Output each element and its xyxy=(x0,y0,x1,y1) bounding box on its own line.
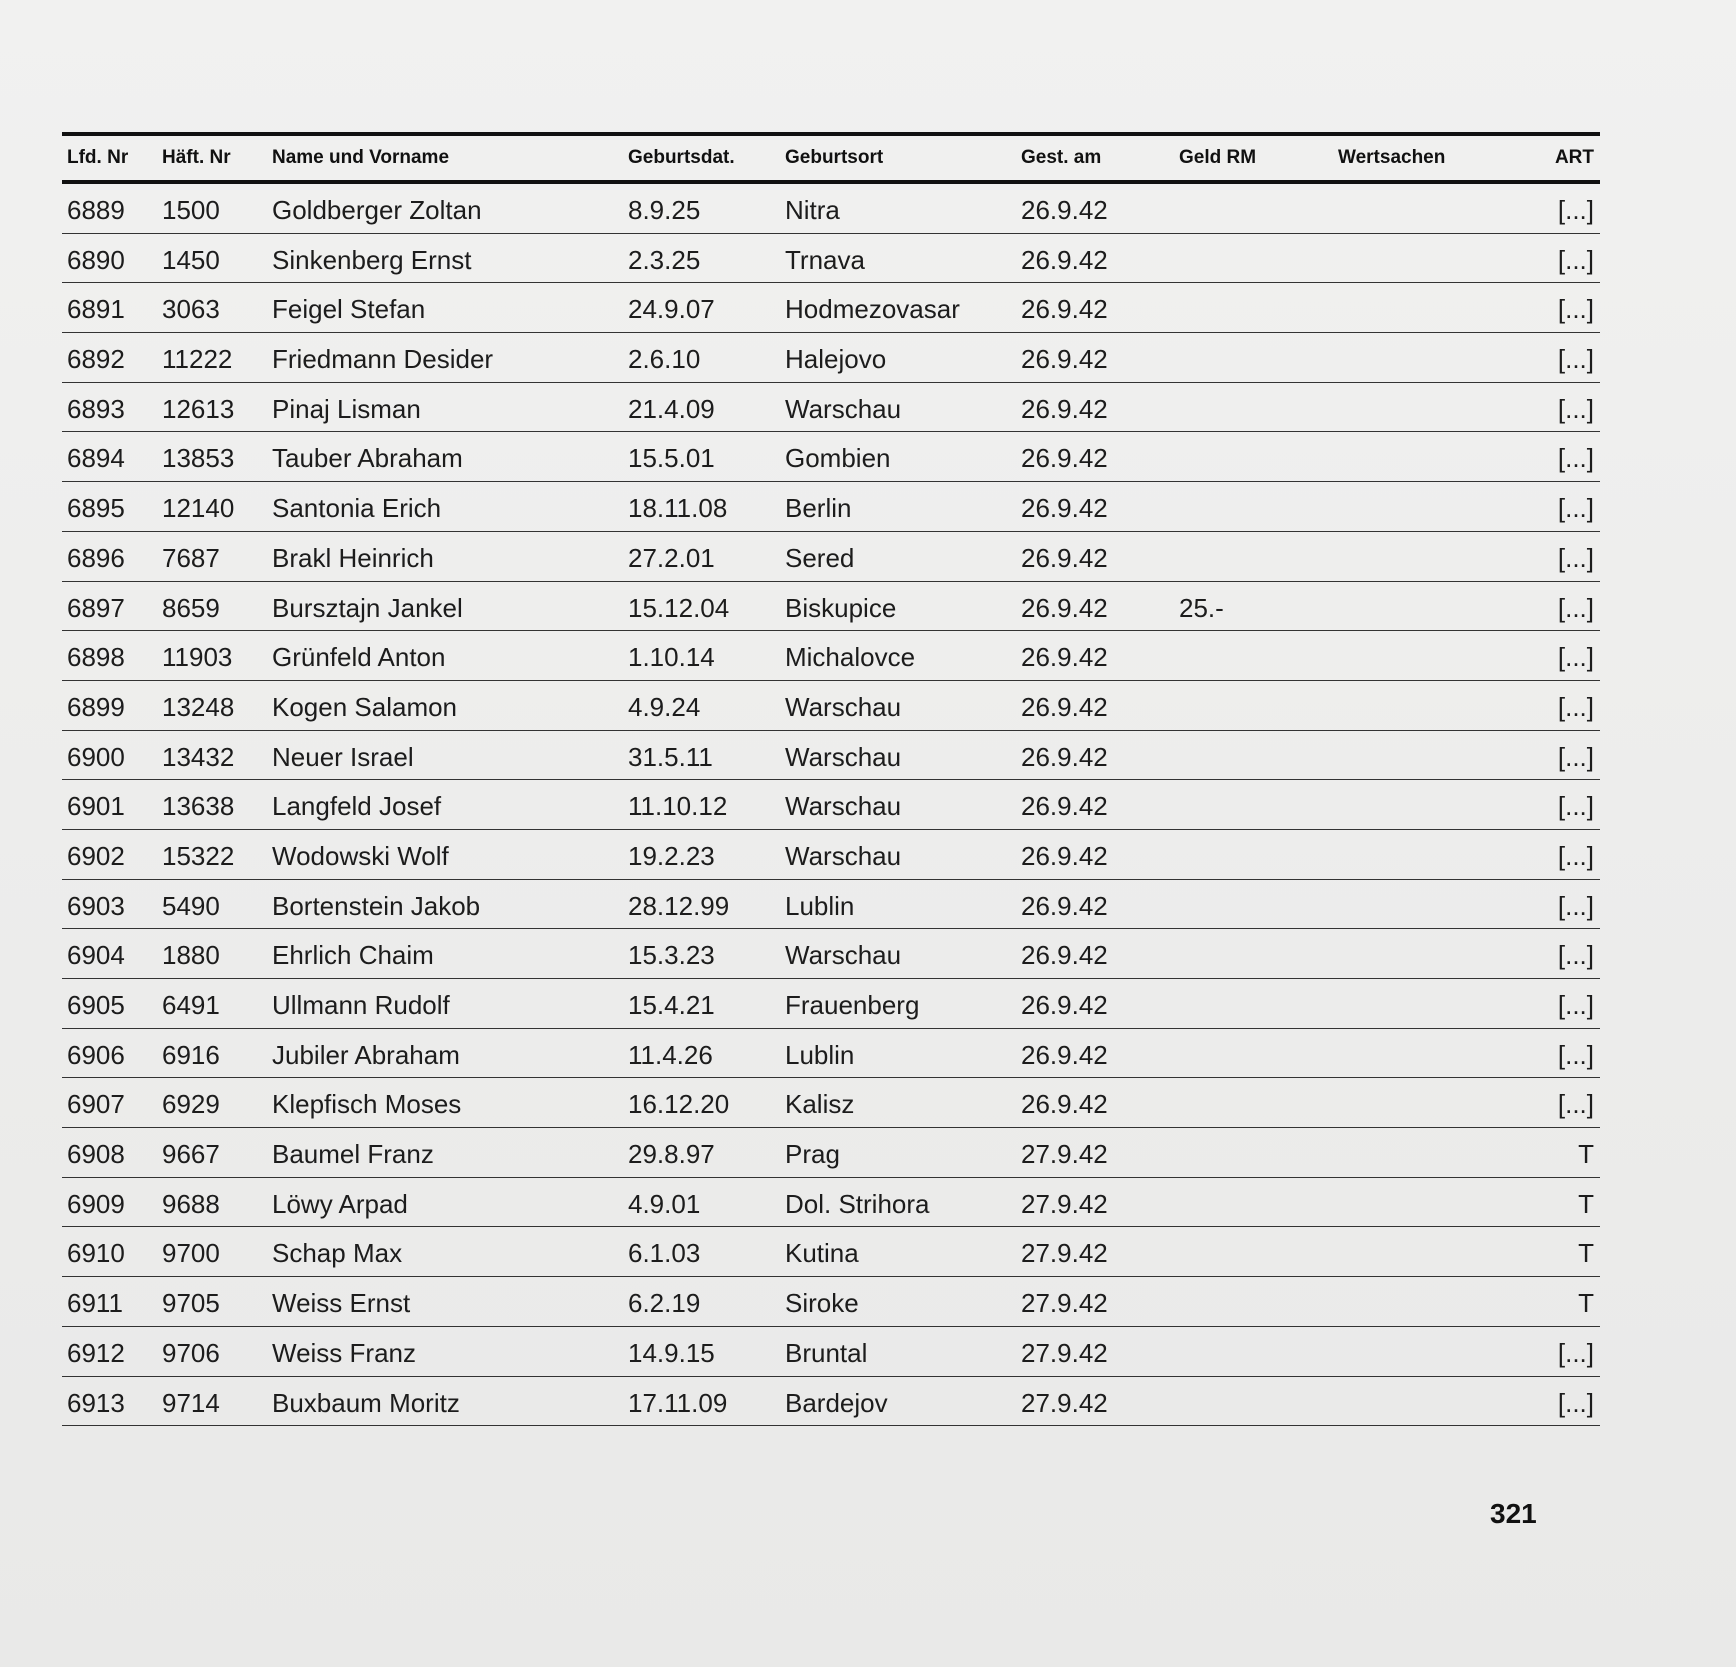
cell-geburtsdatum: 27.2.01 xyxy=(628,542,715,573)
table-row xyxy=(62,880,1600,930)
cell-gestorben-am: 26.9.42 xyxy=(1021,1089,1108,1120)
cell-art: [...] xyxy=(1557,1089,1594,1120)
cell-art: [...] xyxy=(1557,443,1594,474)
cell-geburtsort: Dol. Strihora xyxy=(785,1188,930,1219)
table-row xyxy=(62,1227,1600,1277)
cell-name: Buxbaum Moritz xyxy=(272,1387,460,1418)
cell-haeft-nr: 6929 xyxy=(162,1089,220,1120)
cell-lfd-nr: 6894 xyxy=(67,443,125,474)
table-row xyxy=(62,1029,1600,1079)
cell-haeft-nr: 1450 xyxy=(162,244,220,275)
table-row xyxy=(62,184,1600,234)
cell-art: [...] xyxy=(1557,294,1594,325)
cell-geburtsdatum: 11.10.12 xyxy=(628,791,728,822)
cell-art: [...] xyxy=(1557,244,1594,275)
cell-geburtsort: Kalisz xyxy=(785,1089,855,1120)
cell-gestorben-am: 26.9.42 xyxy=(1021,443,1108,474)
cell-geburtsdatum: 29.8.97 xyxy=(628,1139,715,1170)
cell-geburtsort: Warschau xyxy=(785,840,902,871)
cell-lfd-nr: 6909 xyxy=(67,1188,125,1219)
cell-art: [...] xyxy=(1557,990,1594,1020)
cell-haeft-nr: 9700 xyxy=(162,1238,220,1269)
table-header-row xyxy=(62,136,1600,184)
cell-lfd-nr: 6903 xyxy=(67,890,125,921)
cell-geburtsort: Warschau xyxy=(785,393,902,424)
cell-art: [...] xyxy=(1557,393,1594,424)
cell-geburtsort: Biskupice xyxy=(785,592,897,623)
table-row xyxy=(62,582,1600,632)
cell-art: [...] xyxy=(1557,642,1594,673)
cell-name: Löwy Arpad xyxy=(272,1188,408,1219)
cell-geburtsdatum: 15.4.21 xyxy=(628,990,715,1020)
cell-geburtsdatum: 11.4.26 xyxy=(628,1039,713,1070)
cell-geburtsort: Siroke xyxy=(785,1288,859,1319)
cell-gestorben-am: 26.9.42 xyxy=(1021,493,1108,524)
cell-geburtsort: Michalovce xyxy=(785,642,916,673)
cell-name: Baumel Franz xyxy=(272,1139,434,1170)
header-art: ART xyxy=(1554,147,1594,168)
table-row xyxy=(62,731,1600,781)
cell-geburtsort: Gombien xyxy=(785,443,891,474)
cell-name: Grünfeld Anton xyxy=(272,642,446,673)
cell-geburtsort: Kutina xyxy=(785,1238,859,1269)
table-row xyxy=(62,979,1600,1029)
cell-geburtsdatum: 18.11.08 xyxy=(628,493,728,524)
cell-name: Wodowski Wolf xyxy=(272,840,449,871)
cell-geburtsort: Lublin xyxy=(785,890,855,921)
table-row xyxy=(62,929,1600,979)
cell-gestorben-am: 27.9.42 xyxy=(1021,1188,1108,1219)
cell-name: Neuer Israel xyxy=(272,741,414,772)
cell-art: T xyxy=(1578,1238,1594,1269)
cell-lfd-nr: 6897 xyxy=(67,592,125,623)
cell-geburtsort: Bruntal xyxy=(785,1337,868,1368)
cell-haeft-nr: 9714 xyxy=(162,1387,220,1418)
cell-gestorben-am: 26.9.42 xyxy=(1021,244,1108,275)
cell-gestorben-am: 26.9.42 xyxy=(1021,791,1108,822)
cell-geburtsort: Warschau xyxy=(785,691,902,722)
cell-art: [...] xyxy=(1557,493,1594,524)
cell-name: Pinaj Lisman xyxy=(272,393,421,424)
cell-gestorben-am: 26.9.42 xyxy=(1021,1039,1108,1070)
cell-geburtsdatum: 2.6.10 xyxy=(628,344,701,375)
table-row xyxy=(62,830,1600,880)
cell-gestorben-am: 26.9.42 xyxy=(1021,990,1108,1020)
header-wertsachen: Wertsachen xyxy=(1338,147,1446,168)
cell-lfd-nr: 6902 xyxy=(67,840,125,871)
table-body xyxy=(62,184,1600,1426)
cell-name: Klepfisch Moses xyxy=(272,1089,462,1120)
cell-lfd-nr: 6891 xyxy=(67,294,125,325)
cell-geburtsort: Warschau xyxy=(785,741,902,772)
cell-gestorben-am: 26.9.42 xyxy=(1021,642,1108,673)
cell-haeft-nr: 7687 xyxy=(162,542,220,573)
cell-lfd-nr: 6904 xyxy=(67,940,125,971)
cell-gestorben-am: 27.9.42 xyxy=(1021,1387,1108,1418)
cell-name: Friedmann Desider xyxy=(272,344,494,375)
cell-gestorben-am: 26.9.42 xyxy=(1021,741,1108,772)
cell-lfd-nr: 6896 xyxy=(67,542,125,573)
cell-lfd-nr: 6907 xyxy=(67,1089,125,1120)
cell-gestorben-am: 26.9.42 xyxy=(1021,195,1108,225)
cell-art: [...] xyxy=(1557,592,1594,623)
cell-art: [...] xyxy=(1557,1387,1594,1418)
cell-lfd-nr: 6889 xyxy=(67,195,125,225)
page-number: 321 xyxy=(1490,1498,1537,1529)
table-row xyxy=(62,432,1600,482)
table-row xyxy=(62,1377,1600,1427)
cell-geburtsort: Warschau xyxy=(785,791,902,822)
cell-art: [...] xyxy=(1557,542,1594,573)
table-row xyxy=(62,283,1600,333)
cell-haeft-nr: 5490 xyxy=(162,890,220,921)
table-row xyxy=(62,1078,1600,1128)
cell-art: T xyxy=(1578,1139,1594,1170)
cell-geburtsdatum: 31.5.11 xyxy=(628,741,713,772)
cell-name: Bursztajn Jankel xyxy=(272,592,463,623)
cell-lfd-nr: 6900 xyxy=(67,741,125,772)
cell-haeft-nr: 1880 xyxy=(162,940,220,971)
cell-haeft-nr: 12613 xyxy=(162,393,235,424)
cell-lfd-nr: 6910 xyxy=(67,1238,125,1269)
cell-geburtsort: Sered xyxy=(785,542,855,573)
cell-gestorben-am: 26.9.42 xyxy=(1021,393,1108,424)
header-geld-rm: Geld RM xyxy=(1179,147,1257,168)
cell-art: [...] xyxy=(1557,344,1594,375)
cell-name: Ullmann Rudolf xyxy=(272,990,450,1020)
cell-gestorben-am: 26.9.42 xyxy=(1021,592,1108,623)
cell-geburtsort: Berlin xyxy=(785,493,852,524)
cell-haeft-nr: 6491 xyxy=(162,990,220,1020)
cell-geburtsdatum: 6.1.03 xyxy=(628,1238,701,1269)
cell-art: [...] xyxy=(1557,890,1594,921)
cell-haeft-nr: 15322 xyxy=(162,840,235,871)
cell-name: Goldberger Zoltan xyxy=(272,195,482,225)
cell-name: Weiss Ernst xyxy=(272,1288,411,1319)
cell-gestorben-am: 27.9.42 xyxy=(1021,1337,1108,1368)
cell-haeft-nr: 13432 xyxy=(162,741,235,772)
cell-art: [...] xyxy=(1557,840,1594,871)
cell-lfd-nr: 6912 xyxy=(67,1337,125,1368)
cell-name: Bortenstein Jakob xyxy=(272,890,481,921)
cell-haeft-nr: 13853 xyxy=(162,443,235,474)
cell-gestorben-am: 26.9.42 xyxy=(1021,890,1108,921)
cell-geburtsort: Bardejov xyxy=(785,1387,888,1418)
table-row xyxy=(62,681,1600,731)
cell-lfd-nr: 6906 xyxy=(67,1039,125,1070)
cell-geburtsdatum: 8.9.25 xyxy=(628,195,701,225)
cell-name: Kogen Salamon xyxy=(272,691,458,722)
cell-geburtsort: Lublin xyxy=(785,1039,855,1070)
cell-name: Ehrlich Chaim xyxy=(272,940,434,971)
cell-name: Feigel Stefan xyxy=(272,294,426,325)
cell-gestorben-am: 27.9.42 xyxy=(1021,1288,1108,1319)
header-geburtsdatum: Geburtsdat. xyxy=(628,147,735,168)
header-haeft-nr: Häft. Nr xyxy=(162,147,231,168)
cell-art: T xyxy=(1578,1188,1594,1219)
cell-art: [...] xyxy=(1557,691,1594,722)
cell-gestorben-am: 26.9.42 xyxy=(1021,542,1108,573)
cell-geburtsdatum: 17.11.09 xyxy=(628,1387,728,1418)
cell-art: [...] xyxy=(1557,1039,1594,1070)
cell-haeft-nr: 6916 xyxy=(162,1039,220,1070)
cell-geburtsdatum: 6.2.19 xyxy=(628,1288,701,1319)
cell-geld-rm: 25.- xyxy=(1179,592,1224,623)
table-row xyxy=(62,482,1600,532)
cell-geburtsdatum: 4.9.24 xyxy=(628,691,701,722)
cell-geburtsdatum: 15.3.23 xyxy=(628,940,715,971)
cell-geburtsdatum: 15.12.04 xyxy=(628,592,730,623)
cell-lfd-nr: 6908 xyxy=(67,1139,125,1170)
cell-haeft-nr: 9706 xyxy=(162,1337,220,1368)
cell-lfd-nr: 6893 xyxy=(67,393,125,424)
cell-lfd-nr: 6898 xyxy=(67,642,125,673)
header-geburtsort: Geburtsort xyxy=(785,147,884,168)
header-name: Name und Vorname xyxy=(272,147,450,168)
cell-art: T xyxy=(1578,1288,1594,1319)
cell-geburtsort: Prag xyxy=(785,1139,840,1170)
cell-geburtsdatum: 15.5.01 xyxy=(628,443,715,474)
death-register-table xyxy=(62,132,1600,1426)
cell-geburtsort: Halejovo xyxy=(785,344,887,375)
cell-name: Santonia Erich xyxy=(272,493,442,524)
cell-geburtsdatum: 24.9.07 xyxy=(628,294,715,325)
cell-geburtsort: Nitra xyxy=(785,195,840,225)
table-row xyxy=(62,631,1600,681)
cell-gestorben-am: 26.9.42 xyxy=(1021,940,1108,971)
cell-haeft-nr: 11903 xyxy=(162,642,233,673)
cell-haeft-nr: 3063 xyxy=(162,294,220,325)
cell-haeft-nr: 8659 xyxy=(162,592,220,623)
cell-art: [...] xyxy=(1557,195,1594,225)
cell-name: Jubiler Abraham xyxy=(272,1039,460,1070)
cell-lfd-nr: 6913 xyxy=(67,1387,125,1418)
cell-gestorben-am: 27.9.42 xyxy=(1021,1139,1108,1170)
cell-haeft-nr: 13248 xyxy=(162,691,235,722)
table-row xyxy=(62,532,1600,582)
cell-gestorben-am: 26.9.42 xyxy=(1021,840,1108,871)
cell-art: [...] xyxy=(1557,940,1594,971)
cell-name: Weiss Franz xyxy=(272,1337,416,1368)
cell-haeft-nr: 9667 xyxy=(162,1139,220,1170)
header-lfd-nr: Lfd. Nr xyxy=(67,147,129,168)
cell-gestorben-am: 26.9.42 xyxy=(1021,691,1108,722)
cell-gestorben-am: 26.9.42 xyxy=(1021,294,1108,325)
cell-haeft-nr: 13638 xyxy=(162,791,235,822)
cell-geburtsdatum: 28.12.99 xyxy=(628,890,730,921)
cell-geburtsdatum: 1.10.14 xyxy=(628,642,715,673)
cell-lfd-nr: 6911 xyxy=(67,1288,123,1319)
cell-lfd-nr: 6895 xyxy=(67,493,125,524)
table-row xyxy=(62,1277,1600,1327)
table-row xyxy=(62,234,1600,284)
cell-geburtsort: Warschau xyxy=(785,940,902,971)
cell-lfd-nr: 6890 xyxy=(67,244,125,275)
cell-geburtsdatum: 19.2.23 xyxy=(628,840,715,871)
table-row xyxy=(62,1128,1600,1178)
cell-gestorben-am: 27.9.42 xyxy=(1021,1238,1108,1269)
table-row xyxy=(62,780,1600,830)
cell-name: Langfeld Josef xyxy=(272,791,442,822)
table-row xyxy=(62,1178,1600,1228)
cell-gestorben-am: 26.9.42 xyxy=(1021,344,1108,375)
cell-geburtsdatum: 2.3.25 xyxy=(628,244,701,275)
cell-haeft-nr: 9688 xyxy=(162,1188,220,1219)
cell-haeft-nr: 11222 xyxy=(162,344,233,375)
cell-haeft-nr: 9705 xyxy=(162,1288,220,1319)
cell-geburtsdatum: 21.4.09 xyxy=(628,393,715,424)
table-row xyxy=(62,1327,1600,1377)
cell-lfd-nr: 6899 xyxy=(67,691,125,722)
cell-art: [...] xyxy=(1557,1337,1594,1368)
cell-geburtsort: Frauenberg xyxy=(785,990,920,1020)
cell-lfd-nr: 6905 xyxy=(67,990,125,1020)
cell-lfd-nr: 6901 xyxy=(67,791,125,822)
cell-name: Brakl Heinrich xyxy=(272,542,434,573)
cell-geburtsort: Trnava xyxy=(785,244,865,275)
cell-art: [...] xyxy=(1557,741,1594,772)
cell-geburtsort: Hodmezovasar xyxy=(785,294,960,325)
cell-haeft-nr: 1500 xyxy=(162,195,220,225)
cell-name: Sinkenberg Ernst xyxy=(272,244,472,275)
cell-lfd-nr: 6892 xyxy=(67,344,125,375)
table-row xyxy=(62,333,1600,383)
cell-name: Schap Max xyxy=(272,1238,403,1269)
cell-geburtsdatum: 14.9.15 xyxy=(628,1337,715,1368)
cell-haeft-nr: 12140 xyxy=(162,493,235,524)
cell-geburtsdatum: 16.12.20 xyxy=(628,1089,730,1120)
table-row xyxy=(62,383,1600,433)
header-gestorben-am: Gest. am xyxy=(1021,147,1102,168)
cell-name: Tauber Abraham xyxy=(272,443,463,474)
cell-geburtsdatum: 4.9.01 xyxy=(628,1188,701,1219)
cell-art: [...] xyxy=(1557,791,1594,822)
